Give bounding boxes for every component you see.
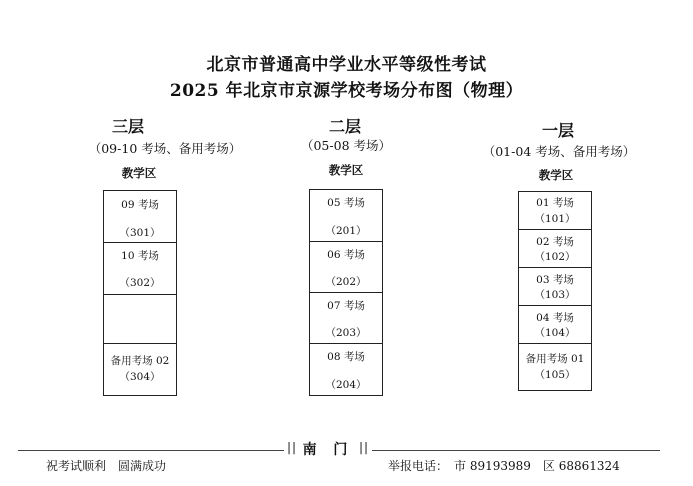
page-title-line1: 北京市普通高中学业水平等级性考试 <box>206 55 487 75</box>
room-number: （204） <box>325 379 367 391</box>
room-label: 06 考场 <box>327 249 365 261</box>
room-label: 01 考场 <box>536 197 574 209</box>
gate-line-right <box>372 450 660 451</box>
gate-label: 南 门 <box>302 442 354 458</box>
room-number: （203） <box>325 327 367 339</box>
room-second-05 <box>309 189 383 242</box>
floor-first-range: （01-04 考场、备用考场） <box>482 144 636 159</box>
floor-first-zone: 教学区 <box>538 168 574 182</box>
room-first-02 <box>518 229 592 268</box>
room-first-03 <box>518 267 592 306</box>
room-label: 备用考场 02 <box>110 355 170 367</box>
room-first-backup-01 <box>518 343 592 391</box>
room-third-09 <box>103 190 177 243</box>
room-first-01 <box>518 191 592 230</box>
room-second-08 <box>309 343 383 396</box>
room-label: 10 考场 <box>121 250 159 262</box>
room-third-10 <box>103 242 177 295</box>
room-number: （103） <box>534 289 576 301</box>
room-label: 03 考场 <box>536 274 574 286</box>
floor-second-name: 二层 <box>328 117 361 136</box>
room-number: （301） <box>119 227 161 239</box>
room-number: （104） <box>534 327 576 339</box>
room-number: （105） <box>534 369 576 381</box>
room-third-empty <box>103 294 177 344</box>
floor-first-name: 一层 <box>541 121 574 140</box>
room-label: 07 考场 <box>327 300 365 312</box>
room-label: 09 考场 <box>121 199 159 211</box>
floor-third-range: （09-10 考场、备用考场） <box>88 141 242 156</box>
gate-line-left <box>18 450 284 451</box>
room-first-04 <box>518 305 592 344</box>
room-number: （302） <box>119 277 161 289</box>
room-second-07 <box>309 292 383 344</box>
floor-second-zone: 教学区 <box>328 163 364 177</box>
floor-third-zone: 教学区 <box>121 166 157 180</box>
room-label: 02 考场 <box>536 236 574 248</box>
footer-wish: 祝考试顺利 圆满成功 <box>46 459 167 473</box>
room-number: （101） <box>534 213 576 225</box>
floor-second-range: （05-08 考场） <box>300 138 391 153</box>
room-label: 05 考场 <box>327 197 365 209</box>
gate-marker-right: || <box>359 440 370 454</box>
room-number: （201） <box>325 225 367 237</box>
room-number: （102） <box>534 251 576 263</box>
room-number: （202） <box>325 276 367 288</box>
page-title-line2: 2025 年北京市京源学校考场分布图（物理） <box>169 81 524 101</box>
gate-marker-left: || <box>287 440 298 454</box>
room-third-backup-02 <box>103 343 177 396</box>
room-label: 备用考场 01 <box>525 353 585 365</box>
room-second-06 <box>309 241 383 293</box>
room-number: （304） <box>119 371 161 383</box>
room-label: 08 考场 <box>327 351 365 363</box>
floor-third-name: 三层 <box>111 117 144 136</box>
footer-report-phone: 举报电话： 市 89193989 区 68861324 <box>388 459 620 473</box>
room-label: 04 考场 <box>536 312 574 324</box>
